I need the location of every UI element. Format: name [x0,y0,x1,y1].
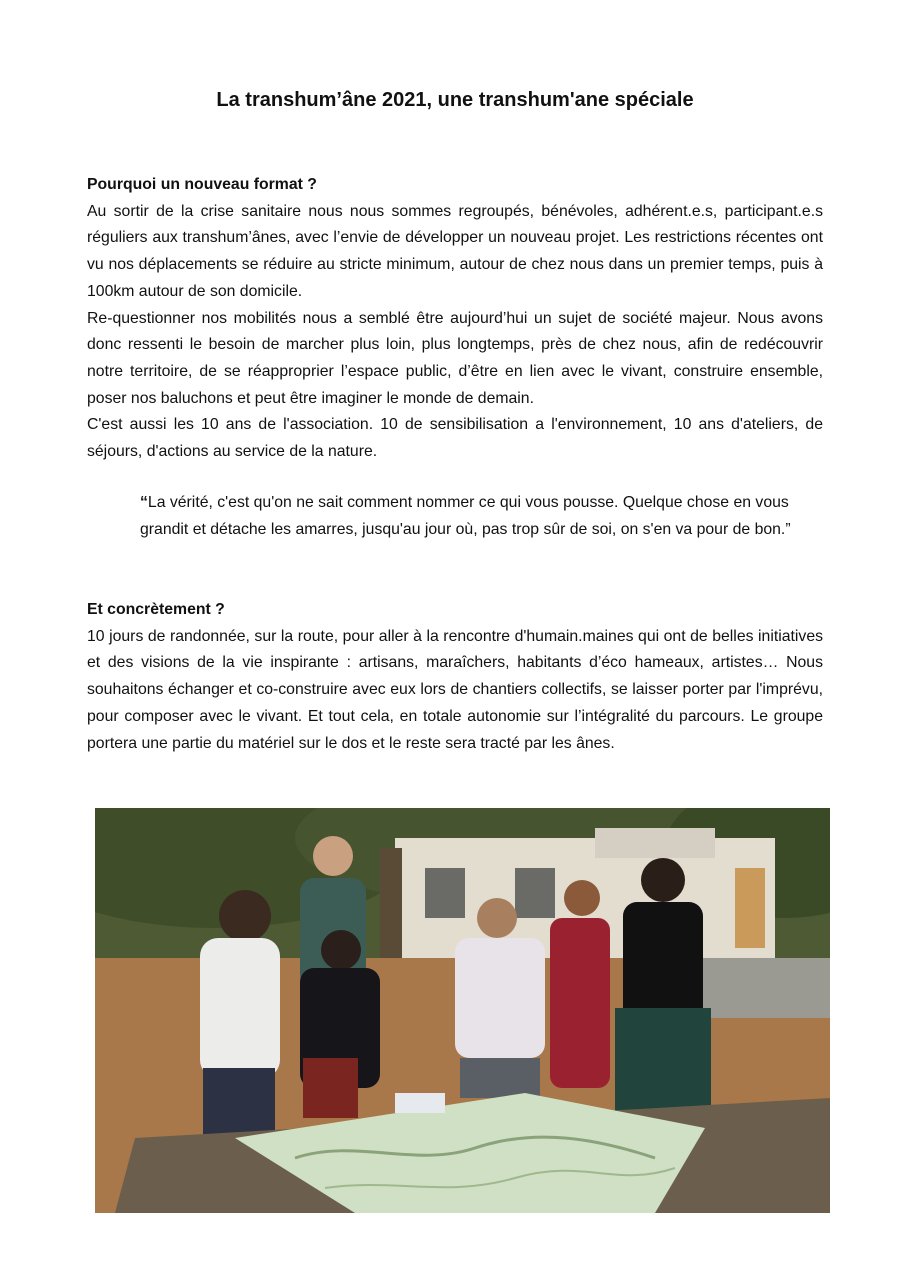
group-photo [95,808,830,1213]
document-title: La transhum’âne 2021, une transhum'ane spéciale [216,89,694,111]
paragraph: 10 jours de randonnée, sur la route, pour aller à la rencontre d'humain.maines qui ont de belles initiatives et des visions de la vie inspirante : artisans, maraîchers, habitants d’éco hameaux, artistes… Nous souhaitons échanger et co-construire avec eux lors de chantiers collectifs, se laisser porter par l'imprévu, pour composer avec le vivant. Et tout cela, en totale autonomie sur l’intégralité du parcours. Le groupe portera une partie du matériel sur le dos et le reste sera tracté par les ânes. [87,627,823,752]
section-heading: Et concrètement ? [87,601,225,618]
paragraph: Re-questionner nos mobilités nous a semblé être aujourd’hui un sujet de société majeur. Nous avons donc ressenti le besoin de marcher plus loin, plus longtemps, près de chez nous, afin de redécouvrir notre territoire, de se réapproprier l’espace public, d’être en lien avec le vivant, construire ensemble, poser nos baluchons et peut être imaginer le monde de demain. [87,309,823,407]
section-concretely [87,597,823,757]
block-quote [140,490,820,543]
paragraph: Au sortir de la crise sanitaire nous nous sommes regroupés, bénévoles, adhérent.e.s, participant.e.s réguliers aux transhum’ânes, avec l’envie de développer un nouveau projet. Les restrictions récentes ont vu nos déplacements se réduire au stricte minimum, autour de chez nous dans un premier temps, puis à 100km autour de son domicile. [87,202,823,300]
section-why-new-format [87,172,823,466]
paragraph: C'est aussi les 10 ans de l'association. 10 de sensibilisation a l'environnement, 10 ans d'ateliers, de séjours, d'actions au service de la nature. [87,416,823,461]
quote-text: La vérité, c'est qu'on ne sait comment nommer ce qui vous pousse. Quelque chose en vous grandit et détache les amarres, jusqu'au jour où, pas trop sûr de soi, on s'en va pour de bon.” [140,494,791,538]
section-heading: Pourquoi un nouveau format ? [87,176,317,193]
quote-mark: “ [140,494,148,511]
photo-illustration [95,808,830,1213]
